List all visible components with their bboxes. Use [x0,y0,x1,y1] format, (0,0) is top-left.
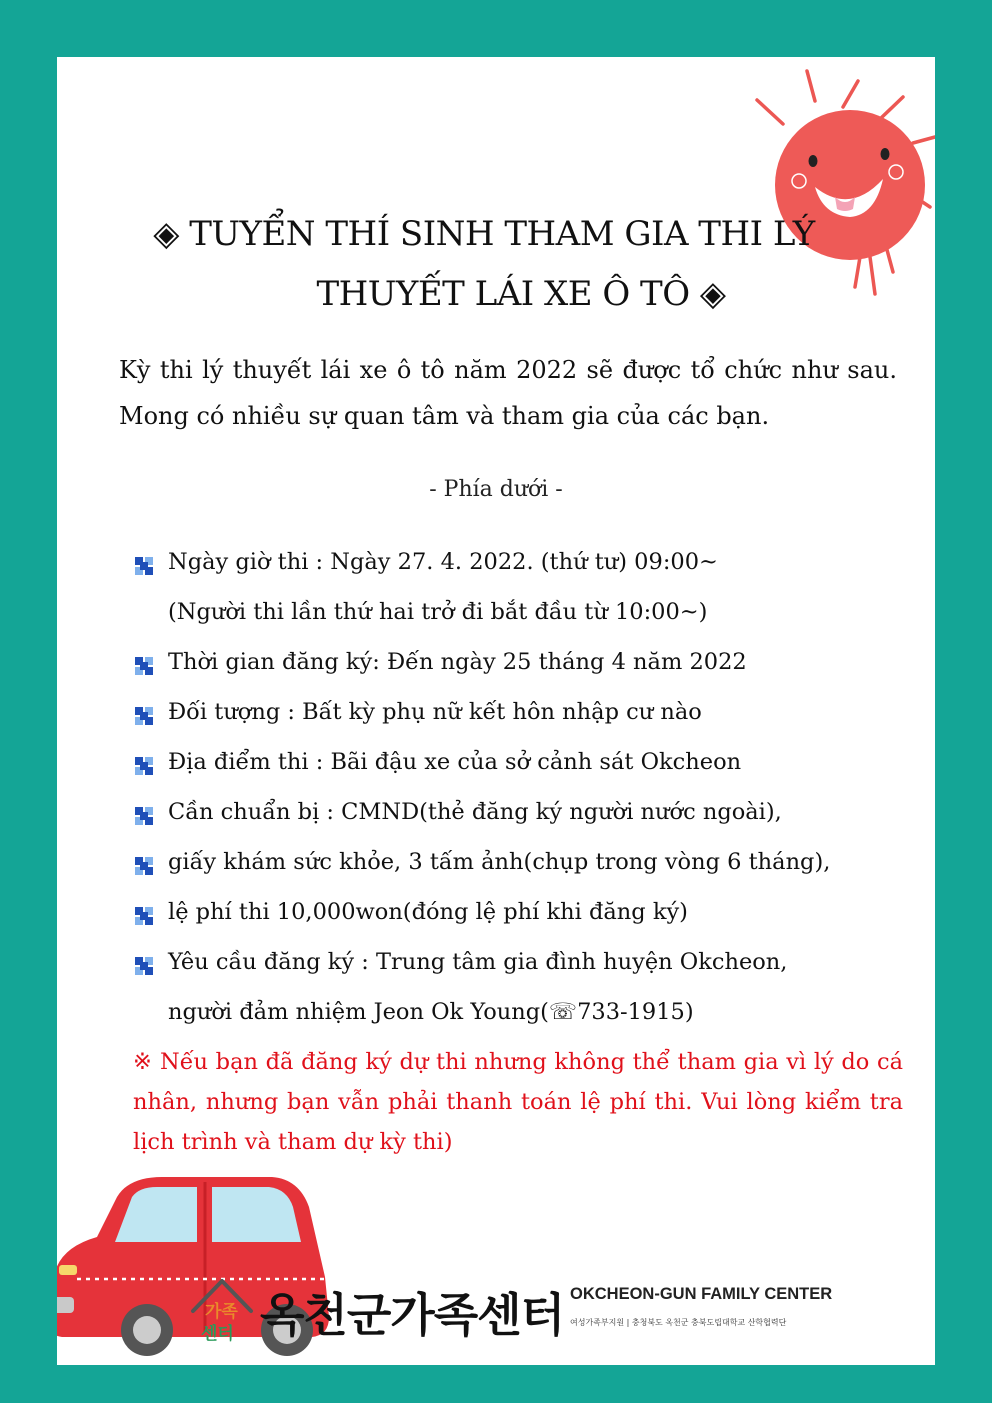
details-list [133,539,913,1039]
detail-text: Thời gian đăng ký: Đến ngày 25 tháng 4 năm 2022 [168,649,747,675]
detail-text: giấy khám sức khỏe, 3 tấm ảnh(chụp trong vòng 6 tháng), [168,849,831,875]
intro-paragraph: Kỳ thi lý thuyết lái xe ô tô năm 2022 sẽ được tổ chức như sau. Mong có nhiều sự quan tâm và tham gia của các bạn. [119,356,897,430]
square-bullet-icon [133,905,155,927]
logo-korean-name: 옥천군가족센터 [260,1288,565,1342]
poster-sheet [57,57,935,1365]
square-bullet-icon [133,655,155,677]
square-bullet-icon [133,855,155,877]
square-bullet-icon [133,955,155,977]
detail-text: người đảm nhiệm Jeon Ok Young(☏733-1915) [168,999,694,1025]
poster-title-line-2: THUYẾT LÁI XE Ô TÔ ◈ [316,274,726,314]
detail-text: Cần chuẩn bị : CMND(thẻ đăng ký người nước ngoài), [168,799,782,825]
detail-text: Yêu cầu đăng ký : Trung tâm gia đình huyện Okcheon, [168,949,788,975]
subheading: - Phía dưới - [429,477,563,502]
square-bullet-icon [133,755,155,777]
poster-title-line-1: ◈ TUYỂN THÍ SINH THAM GIA THI LÝ [153,214,815,254]
square-bullet-icon [133,705,155,727]
detail-text: (Người thi lần thứ hai trở đi bắt đầu từ 10:00~) [168,599,708,625]
detail-row [133,889,913,939]
detail-row [133,939,913,989]
square-bullet-icon [133,805,155,827]
detail-row [133,789,913,839]
family-center-logo [187,1275,887,1355]
detail-text: Ngày giờ thi : Ngày 27. 4. 2022. (thứ tư) 09:00~ [168,549,718,575]
detail-row [133,989,913,1039]
detail-text: lệ phí thi 10,000won(đóng lệ phí khi đăng ký) [168,899,688,925]
sun-illustration [725,57,935,297]
detail-row [133,639,913,689]
detail-row [133,839,913,889]
detail-row [133,589,913,639]
square-bullet-icon [133,555,155,577]
warning-note: ※ Nếu bạn đã đăng ký dự thi nhưng không thể tham gia vì lý do cá nhân, nhưng bạn vẫn phải thanh toán lệ phí thi. Vui lòng kiểm tra lịch trình và tham dự kỳ thi) [133,1049,903,1155]
detail-row [133,739,913,789]
detail-row [133,539,913,589]
logo-badge-line-2: 센터 [201,1324,234,1344]
logo-badge-line-1: 가족 [205,1302,238,1322]
logo-english-name: OKCHEON-GUN FAMILY CENTER [570,1285,833,1303]
detail-text: Đối tượng : Bất kỳ phụ nữ kết hôn nhập cư nào [168,699,702,725]
logo-affiliation-text: 여성가족부지원 | 충청북도 옥천군 충북도립대학교 산학협력단 [570,1318,787,1327]
detail-row [133,689,913,739]
detail-text: Địa điểm thi : Bãi đậu xe của sở cảnh sát Okcheon [168,749,742,775]
house-logo-icon [187,1275,257,1345]
